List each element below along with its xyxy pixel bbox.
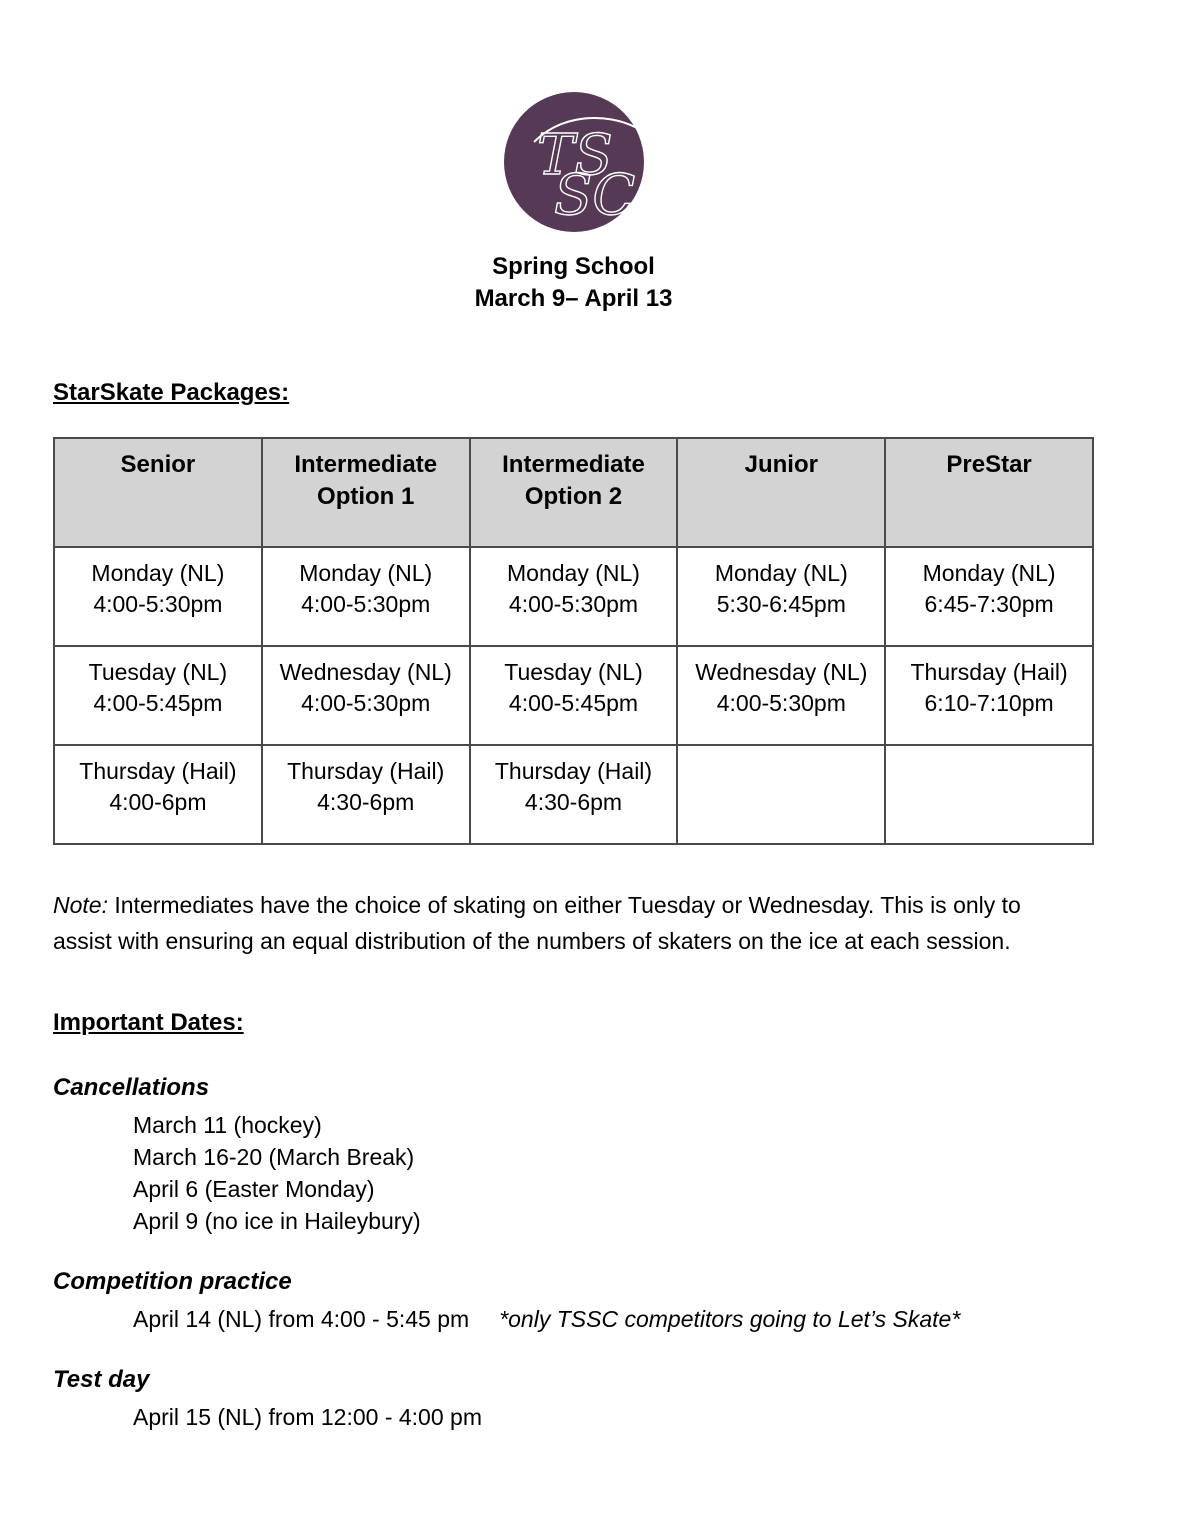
logo-letters-bottom: SC [553,163,635,228]
session-time: 4:00-5:30pm [716,690,846,716]
date-item-text: April 6 (Easter Monday) [133,1176,375,1202]
date-section [53,1267,1094,1335]
schedule-cell [677,646,885,745]
date-item-text: April 9 (no ice in Haileybury) [133,1208,421,1234]
session-day: Thursday (Hail) [494,758,653,784]
table-header-row [54,438,1093,547]
packages-heading: StarSkate Packages: [53,379,290,406]
session-time: 4:00-6pm [109,789,207,815]
date-item [133,1401,1094,1433]
session-day: Monday (NL) [507,560,640,586]
session-day: Wednesday (NL) [695,659,868,685]
schedule-cell [885,646,1093,745]
important-dates-heading: Important Dates: [53,1009,244,1036]
date-item [133,1141,1094,1173]
schedule-cell [470,745,678,844]
date-item-text: March 11 (hockey) [133,1112,322,1138]
session-day: Thursday (Hail) [910,659,1068,685]
session-day: Thursday (Hail) [79,758,237,784]
schedule-row [54,646,1093,745]
schedule-row [54,745,1093,844]
date-item [133,1173,1094,1205]
date-item-text: March 16-20 (March Break) [133,1144,415,1170]
session-day: Monday (NL) [299,560,433,586]
note-paragraph [53,887,1073,959]
date-item-text: April 14 (NL) from 4:00 - 5:45 pm [133,1306,470,1332]
date-section [53,1073,1094,1237]
date-sections [53,1073,1094,1433]
schedule-row [54,547,1093,646]
schedule-cell [470,547,678,646]
schedule-cell [54,547,262,646]
date-section [53,1365,1094,1433]
session-time: 4:30-6pm [317,789,415,815]
document-header [53,0,1094,315]
column-header: Intermediate Option 1 [262,438,470,547]
session-time: 6:10-7:10pm [924,690,1054,716]
schedule-cell [677,547,885,646]
session-day: Monday (NL) [714,560,848,586]
session-day: Monday (NL) [91,560,225,586]
section-title: Cancellations [53,1074,210,1101]
session-time: 4:00-5:30pm [508,591,639,617]
logo-letters-top: TS [536,123,613,188]
schedule-cell [54,745,262,844]
column-header: Senior [54,438,262,547]
date-item [133,1303,1094,1335]
note-label: Note: [53,892,108,918]
session-day: Monday (NL) [922,560,1056,586]
column-header: Junior [677,438,885,547]
session-time: 4:00-5:30pm [93,591,223,617]
session-day: Tuesday (NL) [88,659,228,685]
session-time: 4:30-6pm [524,789,623,815]
page-date-range: March 9– April 13 [474,285,673,312]
schedule-cell [262,646,470,745]
session-time: 4:00-5:30pm [301,690,431,716]
session-time: 4:00-5:45pm [508,690,639,716]
date-item-text: April 15 (NL) from 12:00 - 4:00 pm [133,1404,482,1430]
column-header: PreStar [885,438,1093,547]
session-day: Tuesday (NL) [504,659,643,685]
column-header: Intermediate Option 2 [470,438,678,547]
schedule-cell [54,646,262,745]
session-time: 6:45-7:30pm [924,591,1054,617]
date-item [133,1109,1094,1141]
schedule-cell [262,547,470,646]
session-time: 5:30-6:45pm [716,591,846,617]
tssc-logo-icon [504,92,644,232]
session-day: Wednesday (NL) [279,659,452,685]
date-item [133,1205,1094,1237]
section-title: Test day [53,1366,150,1393]
page-title: Spring School [492,253,655,280]
schedule-cell [470,646,678,745]
schedule-cell-empty [885,745,1093,844]
date-item-note: *only TSSC competitors going to Let’s Skate* [499,1306,961,1332]
session-time: 4:00-5:30pm [301,591,431,617]
schedule-cell [262,745,470,844]
schedule-cell [885,547,1093,646]
section-title: Competition practice [53,1268,292,1295]
packages-table [53,437,1094,845]
schedule-cell-empty [677,745,885,844]
note-text: Intermediates have the choice of skating on either Tuesday or Wednesday. This is only to assist with ensuring an equal distribution of the numbers of skaters on the ice at each session. [53,892,1021,954]
session-day: Thursday (Hail) [287,758,445,784]
session-time: 4:00-5:45pm [93,690,223,716]
